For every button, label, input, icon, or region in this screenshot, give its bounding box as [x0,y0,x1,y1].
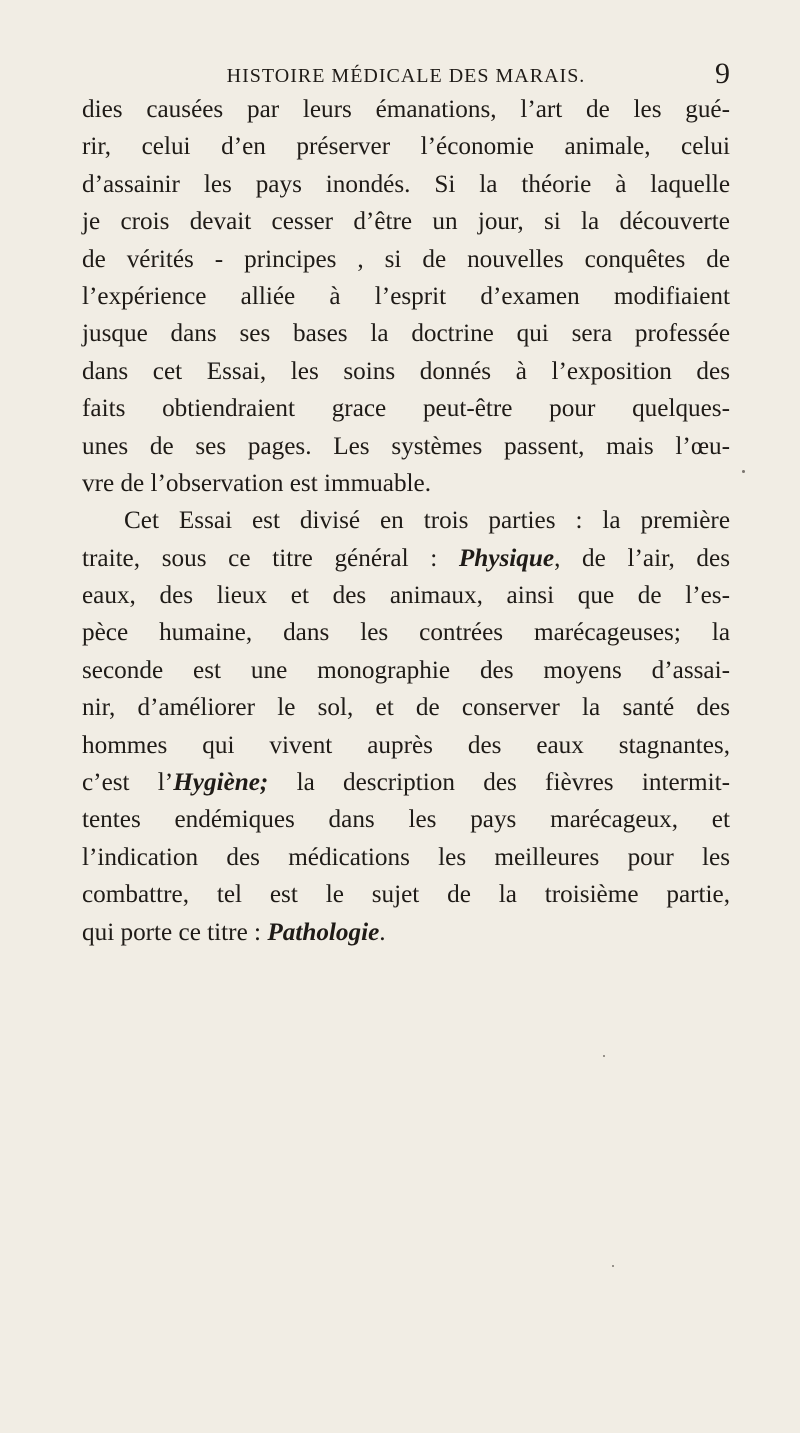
running-head: HISTOIRE MÉDICALE DES MARAIS. [226,65,586,87]
paragraph-1 [82,91,730,502]
text-segment: , de l’air, des [554,544,730,572]
text-line: combattre, tel est le sujet de la troisième partie, [82,881,730,909]
text-line: d’assainir les pays inondés. Si la théorie à laquelle [82,170,730,198]
paragraph-2 [82,502,730,951]
text-segment: la description des fièvres intermit- [268,769,730,797]
text-line: rir, celui d’en préserver l’économie animale, celui [82,133,730,161]
page-number: 9 [715,57,730,90]
paper-speck [612,1265,614,1267]
section-title-pathologie: Pathologie [267,918,380,946]
body-text [82,91,730,951]
text-line: faits obtiendraient grace peut-être pour quelques- [82,395,730,423]
text-segment: . [379,918,386,946]
text-line: vre de l’observation est immuable. [82,469,432,497]
text-line [82,764,730,801]
text-line: Cet Essai est divisé en trois parties : la première [124,507,730,535]
text-line: dies causées par leurs émanations, l’art de les gué- [82,96,730,123]
text-line: seconde est une monographie des moyens d’assai- [82,656,730,684]
text-line: hommes qui vivent auprès des eaux stagnantes, [82,731,730,759]
text-line: eaux, des lieux et des animaux, ainsi que de l’es- [82,582,730,610]
section-title-hygiene: Hygiène; [173,769,269,797]
page-header [82,57,730,90]
text-segment: qui porte ce titre : [82,918,268,946]
text-line: de vérités - principes , si de nouvelles conquêtes de [82,245,730,273]
text-line [82,540,730,577]
paper-speck [603,1055,605,1057]
text-line: nir, d’améliorer le sol, et de conserver la santé des [82,694,730,722]
text-line: jusque dans ses bases la doctrine qui sera professée [82,320,730,348]
text-line: dans cet Essai, les soins donnés à l’exposition des [82,357,730,385]
text-line: pèce humaine, dans les contrées marécageuses; la [82,619,730,647]
text-segment: c’est l’ [82,769,174,797]
text-line: l’expérience alliée à l’esprit d’examen modifiaient [82,282,730,310]
text-line: l’indication des médications les meilleures pour les [82,843,730,871]
text-line [82,914,730,951]
section-title-physique: Physique [458,544,555,572]
text-segment: traite, sous ce titre général : [82,544,459,572]
text-line: tentes endémiques dans les pays marécageux, et [82,806,730,834]
text-line: unes de ses pages. Les systèmes passent, mais l’œu- [82,432,730,460]
paper-speck [742,470,745,473]
text-line: je crois devait cesser d’être un jour, si la découverte [82,208,730,236]
